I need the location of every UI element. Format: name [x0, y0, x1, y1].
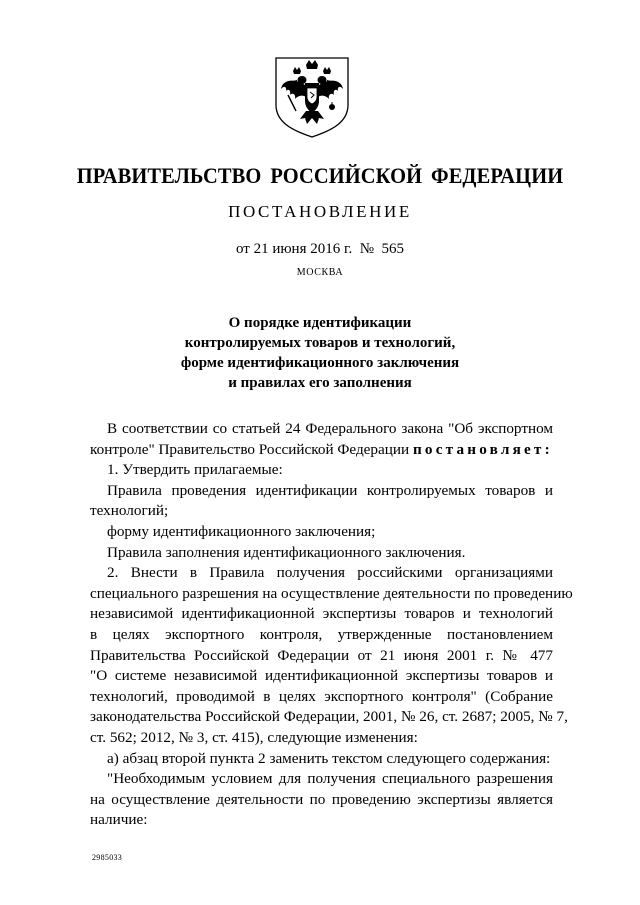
document-date-number: от 21 июня 2016 г. № 565	[235, 241, 405, 257]
paragraph-line: технологий;	[90, 502, 169, 520]
paragraph-line: 2. Внести в Правила получения российскими организациями	[107, 564, 553, 582]
document-type: ПОСТАНОВЛЕНИЕ	[228, 202, 412, 221]
heading-line: контролируемых товаров и технологий,	[184, 335, 456, 351]
paragraph-line: технологий, проводимой в целях экспортного контроля" (Собрание	[90, 687, 553, 705]
paragraph-line: наличие:	[90, 811, 148, 829]
paragraph-line: а) абзац второй пункта 2 заменить текстом следующего содержания:	[107, 749, 551, 767]
paragraph-line: в целях экспортного контроля, утвержденные постановлением	[90, 625, 553, 643]
paragraph-line: "О системе независимой идентификационной экспертизы товаров и	[90, 667, 553, 685]
heading-line: О порядке идентификации	[228, 315, 412, 331]
heading-line: и правилах его заполнения	[228, 375, 412, 391]
paragraph-line: "Необходимым условием для получения специального разрешения	[107, 770, 553, 788]
paragraph-line: 1. Утвердить прилагаемые:	[107, 461, 283, 479]
paragraph-line: Правила проведения идентификации контролируемых товаров и	[107, 481, 553, 499]
paragraph-line: В соответствии со статьей 24 Федерального закона "Об экспортном	[107, 420, 553, 437]
document-code: 2985033	[92, 853, 123, 862]
heading-line: форме идентификационного заключения	[180, 355, 460, 371]
document-city: МОСКВА	[296, 267, 344, 278]
paragraph-line: независимой идентификационной экспертизы товаров и технологий	[90, 605, 553, 623]
paragraph-text: контроле" Правительство Российской Федерации	[90, 440, 413, 458]
paragraph-line: законодательства Российской Федерации, 2001, № 26, ст. 2687; 2005, № 7,	[90, 708, 568, 726]
resolves-word: постановляет:	[412, 440, 553, 458]
paragraph-line: Правительства Российской Федерации от 21 июня 2001 г. № 477	[90, 646, 553, 664]
paragraph-line: ст. 562; 2012, № 3, ст. 415), следующие изменения:	[90, 728, 418, 746]
paragraph-line: Правила заполнения идентификационного заключения.	[107, 543, 466, 561]
paragraph-line: специального разрешения на осуществление деятельности по проведению	[90, 584, 573, 602]
document-body	[90, 419, 573, 831]
paragraph-line: форму идентификационного заключения;	[107, 522, 376, 540]
russian-coat-of-arms-icon	[272, 55, 352, 139]
document-heading	[0, 313, 640, 393]
paragraph-line: на осуществление деятельности по проведению экспертизы является	[90, 790, 553, 808]
government-title: ПРАВИТЕЛЬСТВО РОССИЙСКОЙ ФЕДЕРАЦИИ	[76, 163, 564, 188]
paragraph-line	[90, 440, 553, 461]
